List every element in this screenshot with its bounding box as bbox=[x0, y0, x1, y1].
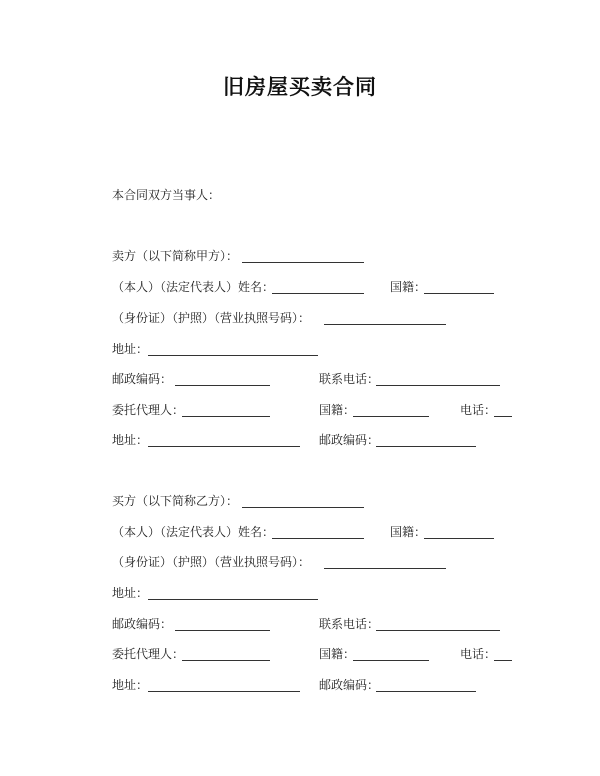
seller-nationality-field[interactable] bbox=[424, 279, 494, 294]
seller-phone-field[interactable] bbox=[376, 371, 500, 386]
document-title: 旧房屋买卖合同 bbox=[223, 75, 377, 99]
buyer-agent-address-field[interactable] bbox=[148, 677, 300, 692]
seller-name-field[interactable] bbox=[242, 248, 364, 263]
buyer-phone-field[interactable] bbox=[376, 616, 500, 631]
seller-heading: 卖方（以下简称甲方）： bbox=[112, 249, 239, 263]
buyer-agent-phone-field[interactable] bbox=[494, 646, 512, 661]
buyer-id-label: （身份证）（护照）（营业执照号码）： bbox=[112, 555, 311, 569]
buyer-address-field[interactable] bbox=[148, 585, 318, 600]
seller-agent-label: 委托代理人： bbox=[112, 403, 185, 417]
buyer-postal-label: 邮政编码： bbox=[112, 617, 173, 631]
buyer-agent-phone-label: 电话： bbox=[460, 647, 497, 661]
buyer-agent-address-label: 地址： bbox=[112, 678, 149, 692]
buyer-person-name-field[interactable] bbox=[272, 524, 364, 539]
buyer-person-name-label: （本人）（法定代表人）姓名： bbox=[112, 525, 275, 539]
seller-nationality-label: 国籍： bbox=[390, 280, 427, 294]
buyer-nationality-field[interactable] bbox=[424, 524, 494, 539]
buyer-agent-postal-label: 邮政编码： bbox=[319, 678, 380, 692]
seller-postal-field[interactable] bbox=[175, 371, 270, 386]
seller-agent-nationality-field[interactable] bbox=[353, 402, 429, 417]
seller-id-label: （身份证）（护照）（营业执照号码）： bbox=[112, 311, 311, 325]
buyer-agent-postal-field[interactable] bbox=[376, 677, 476, 692]
buyer-phone-label: 联系电话： bbox=[319, 617, 380, 631]
buyer-agent-label: 委托代理人： bbox=[112, 647, 185, 661]
seller-postal-label: 邮政编码： bbox=[112, 372, 173, 386]
seller-agent-nationality-label: 国籍： bbox=[319, 403, 356, 417]
seller-agent-address-field[interactable] bbox=[148, 432, 300, 447]
buyer-nationality-label: 国籍： bbox=[390, 525, 427, 539]
seller-person-name-label: （本人）（法定代表人）姓名： bbox=[112, 280, 275, 294]
seller-person-name-field[interactable] bbox=[272, 279, 364, 294]
seller-agent-postal-label: 邮政编码： bbox=[319, 433, 380, 447]
buyer-address-label: 地址： bbox=[112, 586, 149, 600]
seller-id-field[interactable] bbox=[324, 310, 446, 325]
seller-agent-phone-field[interactable] bbox=[494, 402, 512, 417]
seller-agent-postal-field[interactable] bbox=[376, 432, 476, 447]
buyer-id-field[interactable] bbox=[324, 554, 446, 569]
buyer-name-field[interactable] bbox=[242, 493, 364, 508]
seller-address-field[interactable] bbox=[148, 341, 318, 356]
seller-address-label: 地址： bbox=[112, 342, 149, 356]
seller-agent-phone-label: 电话： bbox=[460, 403, 497, 417]
intro-text: 本合同双方当事人： bbox=[112, 188, 221, 202]
buyer-agent-nationality-field[interactable] bbox=[353, 646, 429, 661]
seller-phone-label: 联系电话： bbox=[319, 372, 380, 386]
buyer-agent-nationality-label: 国籍： bbox=[319, 647, 356, 661]
buyer-heading: 买方（以下简称乙方）： bbox=[112, 494, 239, 508]
buyer-agent-field[interactable] bbox=[182, 646, 270, 661]
seller-agent-field[interactable] bbox=[182, 402, 270, 417]
seller-agent-address-label: 地址： bbox=[112, 433, 149, 447]
buyer-postal-field[interactable] bbox=[175, 616, 270, 631]
